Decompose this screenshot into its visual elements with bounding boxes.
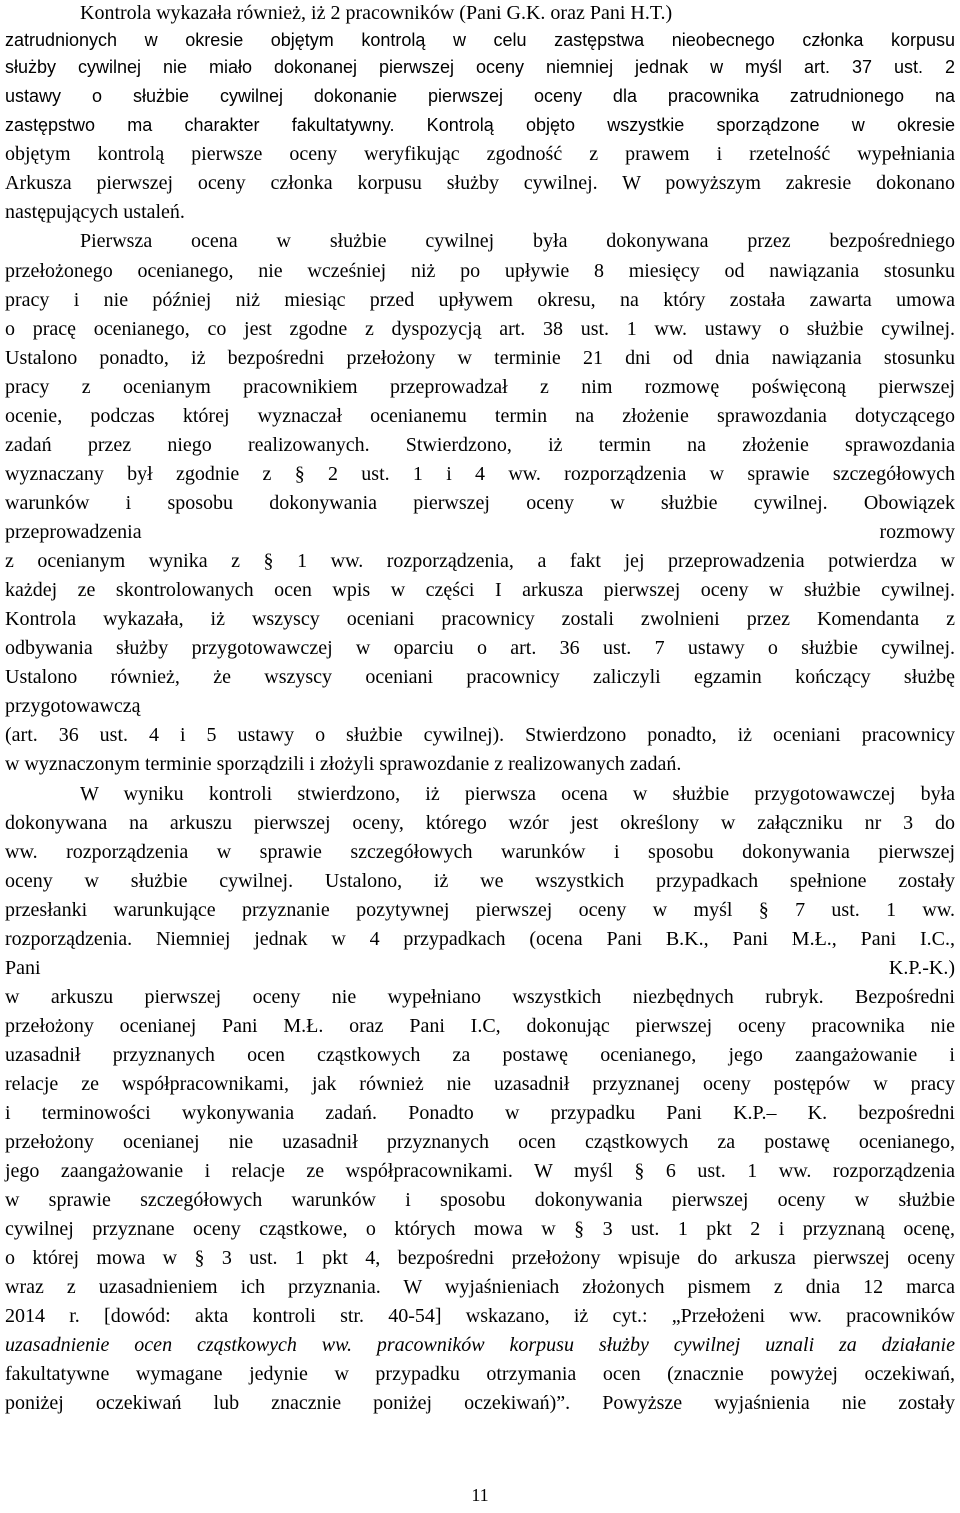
text-line: służby cywilnej nie miało dokonanej pierwszej oceny niemniej jednak w myśl art. 37 ust. 2 (5, 57, 955, 77)
text-line: każdej ze skontrolowanych ocen wpis w części I arkusza pierwszej oceny w służbie cywilnej. (5, 579, 955, 601)
text-line: o której mowa w § 3 ust. 1 pkt 4, bezpośredni przełożony wpisuje do arkusza pierwszej oceny (5, 1247, 955, 1269)
text-line: Pani K.P.-K.) (5, 957, 955, 979)
text-line: Kontrola wykazała również, iż 2 pracowników (Pani G.K. oraz Pani H.T.) (80, 2, 673, 24)
text-line: Arkusza pierwszej oceny członka korpusu służby cywilnej. W powyższym zakresie dokonano (5, 172, 955, 194)
text-line: zastępstwo ma charakter fakultatywny. Kontrolą objęto wszystkie sporządzone w okresie (5, 115, 955, 135)
text-line: przełożonego ocenianego, nie wcześniej niż po upływie 8 miesięcy od nawiązania stosunku (5, 260, 955, 282)
text-line: poniżej oczekiwań lub znacznie poniżej oczekiwań)”. Powyższe wyjaśnienia nie zostały (5, 1392, 955, 1414)
text-line: w wyznaczonym terminie sporządzili i złożyli sprawozdanie z realizowanych zadań. (5, 753, 682, 775)
text-line: zatrudnionych w okresie objętym kontrolą w celu zastępstwa nieobecnego członka korpusu (5, 30, 955, 50)
text-line: Ustalono również, że wszyscy oceniani pracownicy zaliczyli egzamin kończący służbę (5, 666, 955, 688)
text-line: Pierwsza ocena w służbie cywilnej była dokonywana przez bezpośredniego (80, 230, 955, 252)
text-line: ustawy o służbie cywilnej dokonanie pierwszej oceny dla pracownika zatrudnionego na (5, 86, 955, 106)
text-line: przełożony ocenianej nie uzasadnił przyznanych ocen cząstkowych za postawę ocenianego, (5, 1131, 955, 1153)
text-line: Ustalono ponadto, iż bezpośredni przełożony w terminie 21 dni od dnia nawiązania stosunku (5, 347, 955, 369)
text-line: z ocenianym wynika z § 1 ww. rozporządzenia, a fakt jej przeprowadzenia potwierdza w (5, 550, 955, 572)
text-line: Kontrola wykazała, iż wszyscy oceniani pracownicy zostali zwolnieni przez Komendanta z (5, 608, 955, 630)
text-line: (art. 36 ust. 4 i 5 ustawy o służbie cywilnej). Stwierdzono ponadto, iż oceniani pracownicy (5, 724, 955, 746)
text-line: przygotowawczą (5, 695, 141, 717)
text-line: uzasadnił przyznanych ocen cząstkowych za postawę ocenianego, jego zaangażowanie i (5, 1044, 955, 1066)
text-line: objętym kontrolą pierwsze oceny weryfikując zgodność z prawem i rzetelność wypełniania (5, 143, 955, 165)
text-line: pracy i nie później niż miesiąc przed upływem okresu, na który została zawarta umowa (5, 289, 955, 311)
text-line: fakultatywne wymagane jedynie w przypadku otrzymania ocen (znacznie powyżej oczekiwań, (5, 1363, 955, 1385)
text-line: warunków i sposobu dokonywania pierwszej oceny w służbie cywilnej. Obowiązek (5, 492, 955, 514)
text-line: w sprawie szczegółowych warunków i sposobu dokonywania pierwszej oceny w służbie (5, 1189, 955, 1211)
text-line: wraz z uzasadnieniem ich przyznania. W wyjaśnieniach złożonych pismem z dnia 12 marca (5, 1276, 955, 1298)
text-line: oceny w służbie cywilnej. Ustalono, iż we wszystkich przypadkach spełnione zostały (5, 870, 955, 892)
text-line: W wyniku kontroli stwierdzono, iż pierwsza ocena w służbie przygotowawczej była (80, 783, 955, 805)
text-line: ww. rozporządzenia w sprawie szczegółowych warunków i sposobu dokonywania pierwszej (5, 841, 955, 863)
text-line: ocenie, podczas której wyznaczał ocenianemu termin na złożenie sprawozdania dotyczącego (5, 405, 955, 427)
text-line: cywilnej przyznane oceny cząstkowe, o których mowa w § 3 ust. 1 pkt 2 i przyznaną ocenę, (5, 1218, 955, 1240)
text-line: przesłanki warunkujące przyznanie pozytywnej pierwszej oceny w myśl § 7 ust. 1 ww. (5, 899, 955, 921)
text-line: wyznaczany był zgodnie z § 2 ust. 1 i 4 ww. rozporządzenia w sprawie szczegółowych (5, 463, 955, 485)
text-line: odbywania służby przygotowawczej w oparciu o art. 36 ust. 7 ustawy o służbie cywilnej. (5, 637, 955, 659)
text-line: o pracę ocenianego, co jest zgodne z dyspozycją art. 38 ust. 1 ww. ustawy o służbie cywilnej. (5, 318, 955, 340)
text-line: rozporządzenia. Niemniej jednak w 4 przypadkach (ocena Pani B.K., Pani M.Ł., Pani I.C., (5, 928, 955, 950)
text-line: uzasadnienie ocen cząstkowych ww. pracowników korpusu służby cywilnej uznali za działanie (5, 1334, 955, 1356)
text-line: następujących ustaleń. (5, 201, 185, 223)
text-line: relacje ze współpracownikami, jak również nie uzasadnił przyznanej oceny postępów w pracy (5, 1073, 955, 1095)
text-line: 2014 r. [dowód: akta kontroli str. 40-54] wskazano, iż cyt.: „Przełożeni ww. pracowników (5, 1305, 955, 1327)
text-line: zadań przez niego realizowanych. Stwierdzono, iż termin na złożenie sprawozdania (5, 434, 955, 456)
text-line: dokonywana na arkuszu pierwszej oceny, którego wzór jest określony w załączniku nr 3 do (5, 812, 955, 834)
text-line: w arkuszu pierwszej oceny nie wypełniano wszystkich niezbędnych rubryk. Bezpośredni (5, 986, 955, 1008)
page-number: 11 (471, 1485, 489, 1505)
text-line: przeprowadzenia rozmowy (5, 521, 955, 543)
text-line: przełożony ocenianej Pani M.Ł. oraz Pani I.C, dokonując pierwszej oceny pracownika nie (5, 1015, 955, 1037)
text-line: jego zaangażowanie i relacje ze współpracownikami. W myśl § 6 ust. 1 ww. rozporządzenia (5, 1160, 955, 1182)
text-line: i terminowości wykonywania zadań. Ponadto w przypadku Pani K.P.– K. bezpośredni (5, 1102, 955, 1124)
text-line: pracy z ocenianym pracownikiem przeprowadzał z nim rozmowę poświęconą pierwszej (5, 376, 955, 398)
